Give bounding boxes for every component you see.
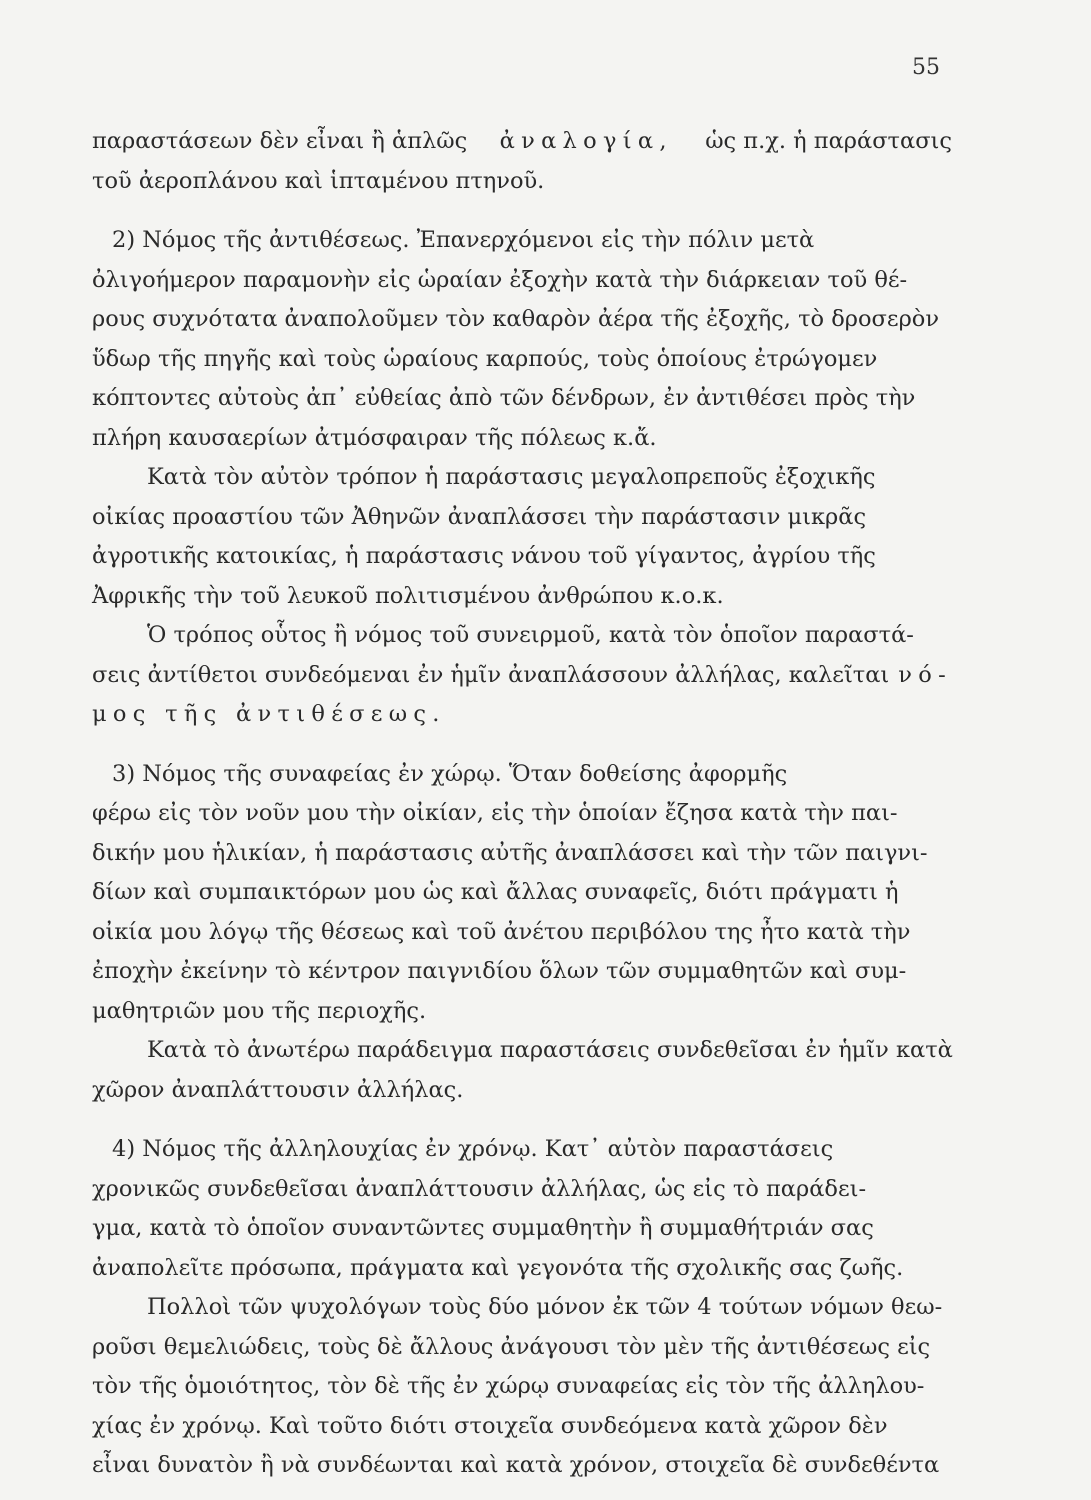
text-line: Κατὰ τὸ ἀνωτέρω παράδειγμα παραστάσεις συνδεθεῖσαι ἐν ἡμῖν κατὰ xyxy=(147,1037,953,1063)
text-line: Ὁ τρόπος οὗτος ἢ νόμος τοῦ συνειρμοῦ, κατὰ τὸν ὁποῖον παραστά- xyxy=(147,622,914,648)
text-line: χῶρον ἀναπλάττουσιν ἀλλήλας. xyxy=(92,1076,464,1103)
text-line: δικήν μου ἡλικίαν, ἡ παράστασις αὐτῆς ἀναπλάσσει καὶ τὴν τῶν παιγνι- xyxy=(92,839,928,866)
text-line: πλήρη καυσαερίων ἀτμόσφαιραν τῆς πόλεως κ.ἄ. xyxy=(92,424,657,451)
text-line: οἰκίας προαστίου τῶν Ἀθηνῶν ἀναπλάσσει τὴν παράστασιν μικρᾶς xyxy=(92,503,867,530)
spaced-term-nomos: νό- xyxy=(898,661,952,688)
text-line: Πολλοὶ τῶν ψυχολόγων τοὺς δύο μόνον ἐκ τῶν 4 τούτων νόμων θεω- xyxy=(147,1294,943,1320)
text-line: τὸν τῆς ὁμοιότητος, τὸν δὲ τῆς ἐν χώρῳ συναφείας εἰς τὸν τῆς ἀλληλου- xyxy=(92,1373,925,1399)
section-heading-2: 2) Νόμος τῆς ἀντιθέσεως. Ἐπανερχόμενοι εἰς τὴν πόλιν μετὰ xyxy=(112,227,815,253)
text-line: τοῦ ἀεροπλάνου καὶ ἱπταμένου πτηνοῦ. xyxy=(92,167,545,194)
spaced-term-antitheseos: μος τῆς ἀντιθέσεως. xyxy=(92,701,446,727)
text-line: δίων καὶ συμπαικτόρων μου ὡς καὶ ἄλλας συναφεῖς, διότι πράγματι ἡ xyxy=(92,879,899,905)
text-line: φέρω εἰς τὸν νοῦν μου τὴν οἰκίαν, εἰς τὴν ὁποίαν ἔζησα κατὰ τὴν παι- xyxy=(92,800,898,826)
section-heading-3: 3) Νόμος τῆς συναφείας ἐν χώρῳ. Ὅταν δοθείσης ἀφορμῆς xyxy=(112,760,788,787)
body-text xyxy=(92,122,952,1486)
text-line: ρους συχνότατα ἀναπολοῦμεν τὸν καθαρὸν ἀέρα τῆς ἐξοχῆς, τὸ δροσερὸν xyxy=(92,306,940,332)
spaced-term-analogia: ἀναλογία, xyxy=(499,128,673,154)
text-line: ἀναπολεῖτε πρόσωπα, πράγματα καὶ γεγονότα τῆς σχολικῆς σας ζωῆς. xyxy=(92,1254,904,1281)
text-line: ὕδωρ τῆς πηγῆς καὶ τοὺς ὡραίους καρπούς, τοὺς ὁποίους ἐτρώγομεν xyxy=(92,345,878,372)
text-line xyxy=(92,695,952,735)
text-line: ἀγροτικῆς κατοικίας, ἡ παράστασις νάνου τοῦ γίγαντος, ἀγρίου τῆς xyxy=(92,543,876,569)
text-line: γμα, κατὰ τὸ ὁποῖον συναντῶντες συμμαθητὴν ἢ συμμαθήτριάν σας xyxy=(92,1215,874,1241)
text-line: μαθητριῶν μου τῆς περιοχῆς. xyxy=(92,997,427,1024)
text-line: Ἀφρικῆς τὴν τοῦ λευκοῦ πολιτισμένου ἀνθρώπου κ.ο.κ. xyxy=(92,582,724,609)
text-line: οἰκία μου λόγῳ τῆς θέσεως καὶ τοῦ ἀνέτου περιβόλου της ἦτο κατὰ τὴν xyxy=(92,918,911,945)
text-line: χίας ἐν χρόνῳ. Καὶ τοῦτο διότι στοιχεῖα συνδεόμενα κατὰ χῶρον δὲν xyxy=(92,1412,888,1439)
page-number: 55 xyxy=(912,55,940,80)
text-line: ὀλιγοήμερον παραμονὴν εἰς ὡραίαν ἐξοχὴν κατὰ τὴν διάρκειαν τοῦ θέ- xyxy=(92,266,908,293)
text-line: εἶναι δυνατὸν ἢ νὰ συνδέωνται καὶ κατὰ χρόνον, στοιχεῖα δὲ συνδεθέντα xyxy=(92,1452,940,1478)
section-heading-4: 4) Νόμος τῆς ἀλληλουχίας ἐν χρόνῳ. Κατ᾽ αὐτὸν παραστάσεις xyxy=(112,1136,834,1162)
text-line: παραστάσεων δὲν εἶναι ἢ ἁπλῶς ἀναλογία, ὡς π.χ. ἡ παράστασις xyxy=(92,122,952,162)
text-line: σεις ἀντίθετοι συνδεόμεναι ἐν ἡμῖν ἀναπλάσσουν ἀλλήλας, καλεῖται νό- xyxy=(92,656,952,696)
text-line: κόπτοντες αὐτοὺς ἀπ᾽ εὐθείας ἀπὸ τῶν δένδρων, ἐν ἀντιθέσει πρὸς τὴν xyxy=(92,385,916,411)
text-line: ἐποχὴν ἐκείνην τὸ κέντρον παιγνιδίου ὅλων τῶν συμμαθητῶν καὶ συμ- xyxy=(92,958,907,984)
text-line: χρονικῶς συνδεθεῖσαι ἀναπλάττουσιν ἀλλήλας, ὡς εἰς τὸ παράδει- xyxy=(92,1175,867,1202)
text-line: ροῦσι θεμελιώδεις, τοὺς δὲ ἄλλους ἀνάγουσι τὸν μὲν τῆς ἀντιθέσεως εἰς xyxy=(92,1333,931,1360)
text-line: Κατὰ τὸν αὐτὸν τρόπον ἡ παράστασις μεγαλοπρεποῦς ἐξοχικῆς xyxy=(147,464,876,490)
